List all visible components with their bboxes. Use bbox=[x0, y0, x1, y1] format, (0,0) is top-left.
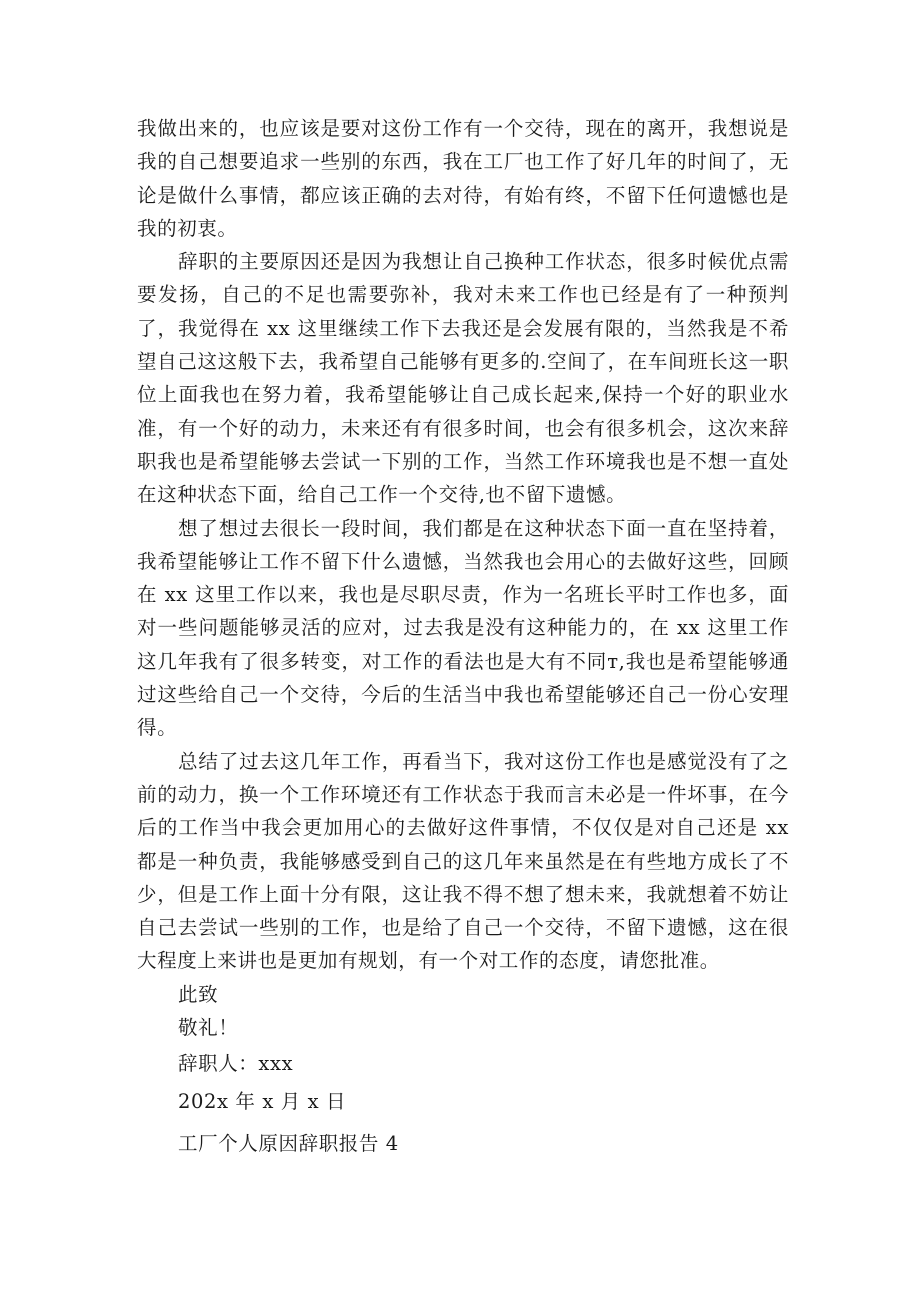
letter-body bbox=[137, 112, 789, 1120]
paragraph-resignation-reason: 辞职的主要原因还是因为我想让自己换种工作状态，很多时候优点需要发扬，自己的不足也需要弥补，我对未来工作也已经是有了一种预判了，我觉得在 xx 这里继续工作下去我还是会发展有限的，当然我是不希望自己这这般下去，我希望自己能够有更多的.空间了，在车间班长这一职位上面我也在努力着，我希望能够让自己成长起来,保持一个好的职业水准，有一个好的动力，未来还有有很多时间，也会有很多机会，这次来辞职我也是希望能够去尝试一下别的工作，当然工作环境我也是不想一直处在这种状态下面，给自己工作一个交待,也不留下遗憾。 bbox=[137, 250, 789, 507]
closing-salutation: 此致 bbox=[178, 982, 219, 1006]
paragraph-continuation: 我做出来的，也应该是要对这份工作有一个交待，现在的离开，我想说是我的自己想要追求一些别的东西，我在工厂也工作了好几年的时间了，无论是做什么事情，都应该正确的去对待，有始有终，不留下任何遗憾也是我的初衷。 bbox=[137, 117, 789, 240]
paragraph-reflection: 想了想过去很长一段时间，我们都是在这种状态下面一直在坚持着，我希望能够让工作不留下什么遗憾，当然我也会用心的去做好这些，回顾在 xx 这里工作以来，我也是尽职尽责，作为一名班长平时工作也多，面对一些问题能够灵活的应对，过去我是没有这种能力的，在 xx 这里工作这几年我有了很多转变，对工作的看法也是大有不同т,我也是希望能够通过这些给自己一个交待，今后的生活当中我也希望能够还自己一份心安理得。 bbox=[137, 516, 789, 740]
date-line: 202x 年 x 月 x 日 bbox=[178, 1090, 347, 1114]
paragraph-summary: 总结了过去这几年工作，再看当下，我对这份工作也是感觉没有了之前的动力，换一个工作环境还有工作状态于我而言未必是一件坏事，在今后的工作当中我会更加用心的去做好这件事情，不仅仅是对自己还是 xx 都是一种负责，我能够感受到自己的这几年来虽然是在有些地方成长了不少，但是工作上面十分有限，这让我不得不想了想未来，我就想着不妨让自己去尝试一些别的工作，也是给了自己一个交待，不留下遗憾，这在很大程度上来讲也是更加有规划，有一个对工作的态度，请您批准。 bbox=[137, 749, 789, 973]
closing-regards: 敬礼！ bbox=[178, 1016, 239, 1040]
next-section-title: 工厂个人原因辞职报告 4 bbox=[178, 1132, 399, 1155]
signature-line: 辞职人：xxx bbox=[178, 1052, 294, 1076]
